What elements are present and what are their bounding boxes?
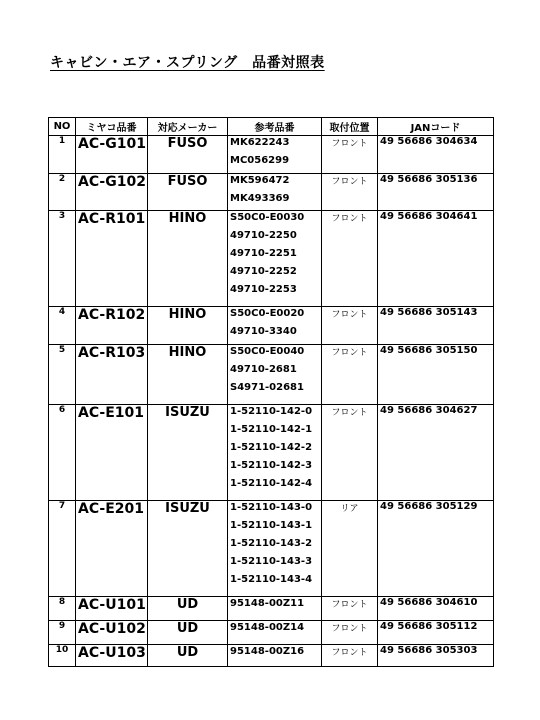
reference-number: 95148-00Z11 [230,598,305,609]
part-number: AC-G101 [76,136,148,174]
jan-code: 49 56686 305150 [378,345,494,405]
reference-numbers [228,345,322,405]
jan-code: 49 56686 304610 [378,597,494,621]
part-number: AC-E201 [76,501,148,597]
table-row [49,211,494,307]
maker-name: FUSO [148,174,228,211]
row-number: 1 [49,136,76,174]
reference-numbers [228,174,322,211]
reference-number: 1-52110-142-3 [230,460,313,471]
header-maker: 対応メーカー [148,118,228,136]
reference-number: 49710-3340 [230,326,297,337]
reference-number: MK596472 [230,175,290,186]
reference-number: 95148-00Z14 [230,622,305,633]
row-number: 3 [49,211,76,307]
table-row [49,174,494,211]
maker-name: UD [148,597,228,621]
maker-name: HINO [148,211,228,307]
header-jan-code: JANコード [378,118,494,136]
part-number: AC-U101 [76,597,148,621]
jan-code: 49 56686 305129 [378,501,494,597]
table-row [49,405,494,501]
part-number: AC-R102 [76,307,148,345]
reference-numbers [228,307,322,345]
reference-numbers [228,501,322,597]
reference-number: 1-52110-143-1 [230,520,313,531]
part-number: AC-U103 [76,645,148,667]
reference-number: MK622243 [230,137,290,148]
maker-name: ISUZU [148,501,228,597]
header-part-number: ミヤコ品番 [76,118,148,136]
document-title: キャビン・エア・スプリング 品番対照表 [50,55,325,71]
reference-number: 1-52110-143-4 [230,574,313,585]
reference-number: 1-52110-142-2 [230,442,313,453]
mount-position: フロント [322,597,378,621]
mount-position: フロント [322,136,378,174]
reference-numbers [228,136,322,174]
mount-position: リア [322,501,378,597]
table-row [49,345,494,405]
row-number: 10 [49,645,76,667]
row-number: 9 [49,621,76,645]
header-no: NO [49,118,76,136]
reference-number: 1-52110-142-1 [230,424,313,435]
reference-number: MK493369 [230,193,290,204]
header-row [49,118,494,136]
row-number: 8 [49,597,76,621]
reference-number: 49710-2253 [230,284,297,295]
reference-number: S50C0-E0020 [230,308,305,319]
part-number: AC-U102 [76,621,148,645]
row-number: 6 [49,405,76,501]
reference-numbers [228,621,322,645]
reference-number: 1-52110-142-0 [230,406,313,417]
jan-code: 49 56686 305112 [378,621,494,645]
reference-number: S50C0-E0040 [230,346,305,357]
table-row [49,621,494,645]
reference-number: 1-52110-143-3 [230,556,313,567]
header-position: 取付位置 [322,118,378,136]
table-row [49,136,494,174]
row-number: 4 [49,307,76,345]
part-number: AC-R103 [76,345,148,405]
row-number: 5 [49,345,76,405]
reference-numbers [228,645,322,667]
table-row [49,307,494,345]
jan-code: 49 56686 305303 [378,645,494,667]
jan-code: 49 56686 304634 [378,136,494,174]
reference-number: 1-52110-143-2 [230,538,313,549]
jan-code: 49 56686 305136 [378,174,494,211]
reference-number: S50C0-E0030 [230,212,305,223]
reference-number: S4971-02681 [230,382,304,393]
row-number: 2 [49,174,76,211]
maker-name: HINO [148,307,228,345]
table-row [49,597,494,621]
table-row [49,645,494,667]
parts-cross-reference-table [48,117,494,667]
part-number: AC-G102 [76,174,148,211]
maker-name: ISUZU [148,405,228,501]
table-row [49,501,494,597]
reference-number: 1-52110-143-0 [230,502,313,513]
mount-position: フロント [322,621,378,645]
maker-name: FUSO [148,136,228,174]
mount-position: フロント [322,345,378,405]
maker-name: UD [148,645,228,667]
reference-numbers [228,211,322,307]
header-reference-number: 参考品番 [228,118,322,136]
part-number: AC-R101 [76,211,148,307]
reference-number: 1-52110-142-4 [230,478,313,489]
reference-numbers [228,405,322,501]
reference-number: 49710-2251 [230,248,297,259]
part-number: AC-E101 [76,405,148,501]
mount-position: フロント [322,174,378,211]
reference-number: 49710-2250 [230,230,297,241]
jan-code: 49 56686 305143 [378,307,494,345]
reference-number: 95148-00Z16 [230,646,305,657]
reference-number: 49710-2681 [230,364,297,375]
reference-numbers [228,597,322,621]
reference-number: MC056299 [230,155,290,166]
mount-position: フロント [322,405,378,501]
mount-position: フロント [322,211,378,307]
maker-name: HINO [148,345,228,405]
maker-name: UD [148,621,228,645]
jan-code: 49 56686 304641 [378,211,494,307]
row-number: 7 [49,501,76,597]
reference-number: 49710-2252 [230,266,297,277]
jan-code: 49 56686 304627 [378,405,494,501]
mount-position: フロント [322,307,378,345]
mount-position: フロント [322,645,378,667]
